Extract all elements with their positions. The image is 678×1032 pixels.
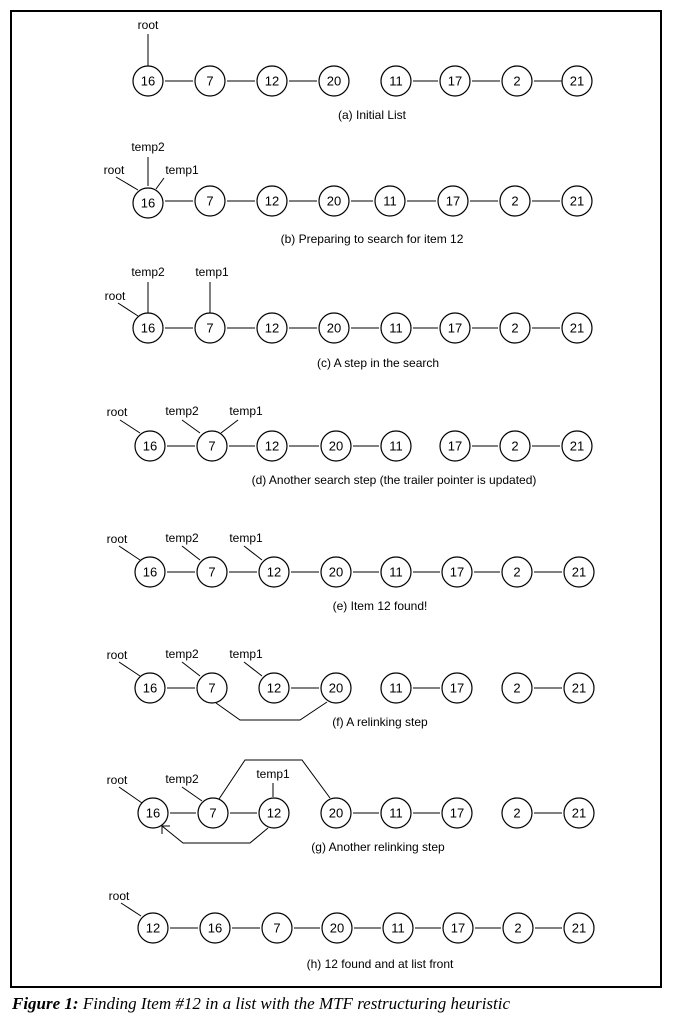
svg-text:20: 20 [328,438,344,454]
list-node [438,186,468,216]
list-node [257,66,287,96]
svg-text:11: 11 [389,564,403,580]
svg-text:7: 7 [273,920,281,936]
list-node [502,66,532,96]
svg-text:12: 12 [145,920,161,936]
svg-text:11: 11 [389,805,403,821]
list-node [135,557,165,587]
list-node [195,186,225,216]
svg-text:12: 12 [264,320,280,336]
root-pointer-label: root [108,889,130,903]
svg-text:21: 21 [569,438,585,454]
svg-text:16: 16 [145,805,161,821]
svg-text:21: 21 [571,920,587,936]
list-node [321,798,351,828]
temp1-pointer-line [221,420,238,433]
svg-text:2: 2 [513,805,521,821]
list-node [135,673,165,703]
svg-text:20: 20 [328,805,344,821]
list-node [503,913,533,943]
root-pointer-line [116,177,138,190]
list-node [381,673,411,703]
temp1-pointer-line [156,178,164,189]
root-pointer-label: root [106,405,128,419]
list-node [443,913,473,943]
list-node [440,66,470,96]
diagram-caption: (d) Another search step (the trailer pointer is updated) [251,473,537,487]
svg-text:20: 20 [328,564,344,580]
diagram-g [107,760,594,854]
svg-text:11: 11 [383,193,397,209]
list-node [502,798,532,828]
svg-text:11: 11 [389,680,403,696]
svg-text:7: 7 [208,438,216,454]
root-pointer-line [119,787,142,803]
svg-text:17: 17 [449,805,465,821]
list-node [259,798,289,828]
list-node [262,913,292,943]
list-node [197,557,227,587]
svg-text:21: 21 [571,680,587,696]
svg-text:16: 16 [140,195,156,211]
root-pointer-label: root [137,18,159,32]
list-node [197,431,227,461]
list-node [375,186,405,216]
svg-text:17: 17 [445,193,461,209]
svg-text:7: 7 [206,73,214,89]
list-node [381,431,411,461]
svg-text:12: 12 [266,564,282,580]
list-node [133,66,163,96]
list-node [500,431,530,461]
svg-text:2: 2 [513,73,521,89]
temp1-pointer-label: temp1 [165,163,199,177]
temp2-pointer-line [182,662,200,676]
list-node [562,431,592,461]
list-node [440,313,470,343]
root-pointer-line [121,903,141,916]
list-node [257,431,287,461]
relink-line [162,826,268,843]
list-node [562,66,592,96]
svg-text:2: 2 [514,920,522,936]
temp2-pointer-label: temp2 [165,772,199,786]
list-node [259,673,289,703]
diagram-caption: (f) A relinking step [332,715,428,729]
list-node [135,431,165,461]
figure-caption [12,994,662,1014]
svg-text:20: 20 [326,73,342,89]
figure-caption-text: Finding Item #12 in a list with the MTF restructuring heuristic [82,994,511,1013]
root-pointer-label: root [106,532,128,546]
root-pointer-label: root [106,773,128,787]
svg-text:16: 16 [140,320,156,336]
svg-text:2: 2 [513,680,521,696]
list-node [381,66,411,96]
temp1-pointer-label: temp1 [195,265,229,279]
list-node [197,673,227,703]
svg-text:16: 16 [142,680,158,696]
list-node [138,798,168,828]
svg-text:21: 21 [569,320,585,336]
list-node [564,798,594,828]
diagram-a [133,18,592,122]
svg-text:7: 7 [206,193,214,209]
temp2-pointer-label: temp2 [165,404,199,418]
list-node [198,798,228,828]
svg-text:17: 17 [447,320,463,336]
list-node [381,557,411,587]
diagram-caption: (g) Another relinking step [311,840,445,854]
svg-text:16: 16 [140,73,156,89]
temp1-pointer-line [244,662,262,676]
list-node [259,557,289,587]
list-node [321,673,351,703]
svg-text:20: 20 [326,320,342,336]
svg-text:7: 7 [208,680,216,696]
list-node [133,188,163,218]
diagram-h [109,889,594,971]
list-node [319,313,349,343]
diagram-caption: (a) Initial List [337,108,407,122]
list-node [502,673,532,703]
svg-text:2: 2 [511,438,519,454]
svg-text:11: 11 [389,73,403,89]
list-node [564,913,594,943]
list-node [133,313,163,343]
svg-text:12: 12 [264,438,280,454]
temp1-pointer-label: temp1 [256,767,290,781]
svg-text:21: 21 [569,73,585,89]
list-node [321,557,351,587]
temp1-pointer-label: temp1 [229,647,263,661]
root-pointer-label: root [103,163,125,177]
list-node [195,313,225,343]
svg-text:17: 17 [450,920,466,936]
svg-text:7: 7 [206,320,214,336]
svg-text:21: 21 [571,805,587,821]
list-node [500,186,530,216]
list-node [564,557,594,587]
list-node [500,313,530,343]
diagram-f [107,647,594,729]
svg-text:12: 12 [264,193,280,209]
diagram-caption: (c) A step in the search [316,356,440,370]
svg-text:17: 17 [449,564,465,580]
list-node [562,186,592,216]
list-node [319,66,349,96]
list-node [381,798,411,828]
svg-text:17: 17 [447,73,463,89]
root-pointer-line [119,662,140,676]
svg-text:2: 2 [511,320,519,336]
temp2-pointer-line [182,546,200,560]
svg-text:20: 20 [328,680,344,696]
root-pointer-label: root [106,648,128,662]
figure-caption-prefix: Figure 1: [12,994,79,1013]
diagram-caption: (b) Preparing to search for item 12 [280,232,464,246]
list-node [440,431,470,461]
svg-text:2: 2 [513,564,521,580]
temp1-pointer-line [244,546,262,560]
svg-text:12: 12 [264,73,280,89]
list-node [257,313,287,343]
list-node [564,673,594,703]
svg-text:20: 20 [326,193,342,209]
list-node [502,557,532,587]
svg-text:12: 12 [266,680,282,696]
list-node [442,557,472,587]
list-node [442,798,472,828]
svg-text:16: 16 [207,920,223,936]
svg-text:21: 21 [569,193,585,209]
svg-text:11: 11 [389,320,403,336]
svg-text:11: 11 [391,920,405,936]
temp2-pointer-label: temp2 [131,140,165,154]
svg-text:12: 12 [266,805,282,821]
svg-text:16: 16 [142,564,158,580]
list-node [321,431,351,461]
diagram-caption: (e) Item 12 found! [332,599,428,613]
svg-text:21: 21 [571,564,587,580]
list-node [442,673,472,703]
diagram-caption: (h) 12 found and at list front [306,957,454,971]
diagram-b [104,140,592,246]
root-pointer-label: root [104,289,126,303]
list-node [381,313,411,343]
temp2-pointer-label: temp2 [131,265,165,279]
temp2-pointer-line [182,420,200,433]
list-node [257,186,287,216]
list-node [138,913,168,943]
diagram-c [105,265,592,370]
temp1-pointer-label: temp1 [229,531,263,545]
diagram-e [107,531,594,613]
temp2-pointer-line [182,787,202,801]
svg-text:11: 11 [389,438,403,454]
list-node [195,66,225,96]
svg-text:2: 2 [511,193,519,209]
root-pointer-line [118,303,138,316]
list-node [562,313,592,343]
svg-text:17: 17 [447,438,463,454]
relink-line [216,702,327,720]
temp2-pointer-label: temp2 [165,647,199,661]
root-pointer-line [119,546,140,560]
list-node [319,186,349,216]
root-pointer-line [120,420,140,433]
list-node [322,913,352,943]
svg-text:7: 7 [208,564,216,580]
svg-text:7: 7 [209,805,217,821]
temp1-pointer-label: temp1 [229,404,263,418]
list-node [383,913,413,943]
svg-text:20: 20 [329,920,345,936]
svg-text:17: 17 [449,680,465,696]
temp2-pointer-label: temp2 [165,531,199,545]
diagram-d [107,404,592,487]
svg-text:16: 16 [142,438,158,454]
list-node [200,913,230,943]
